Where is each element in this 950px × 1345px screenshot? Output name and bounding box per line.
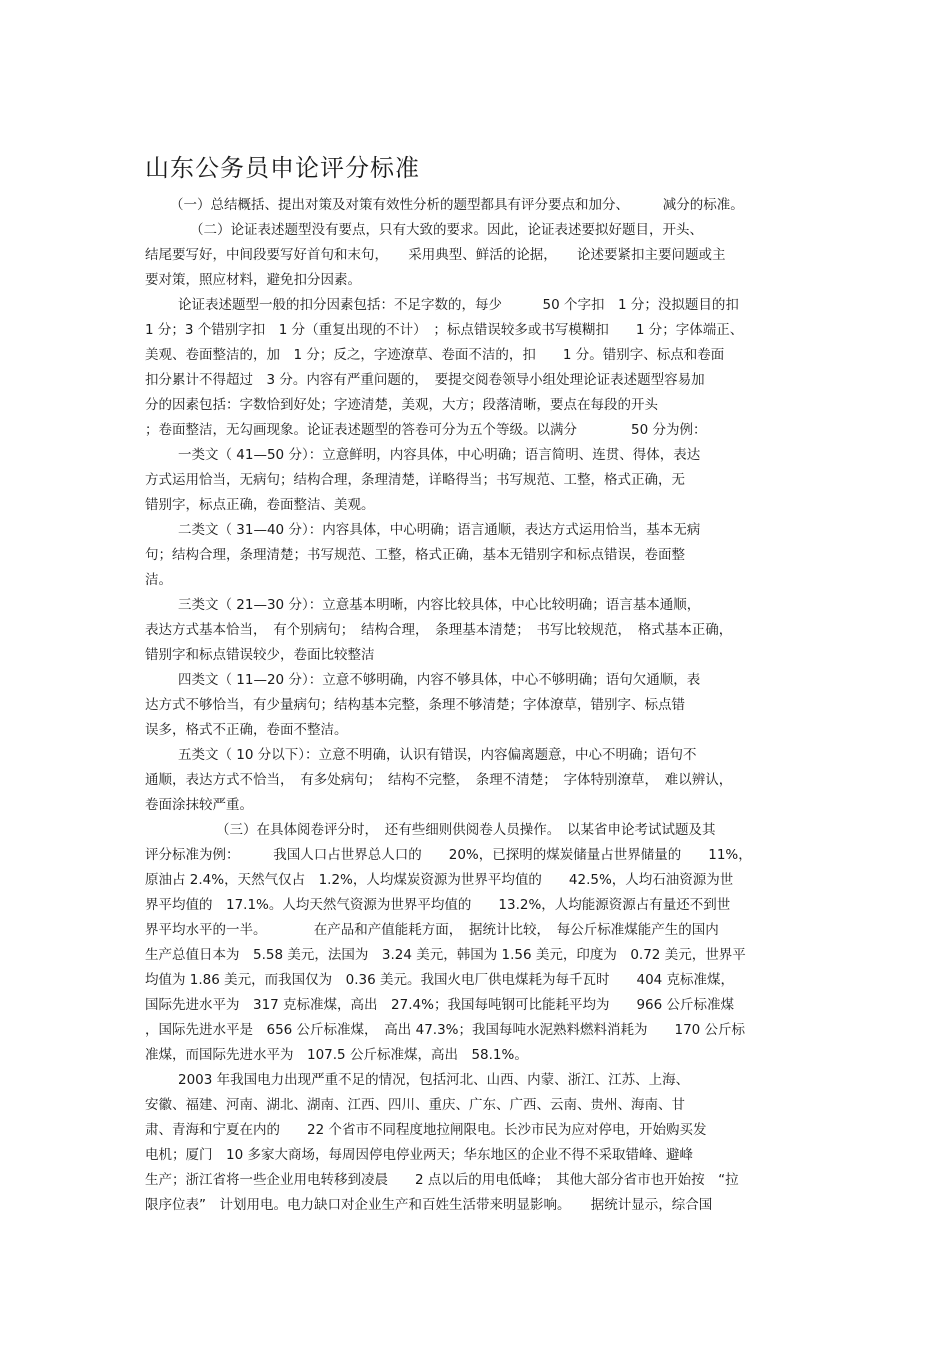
text-line: 要对策，照应材料，避免扣分因素。	[145, 272, 361, 288]
text-line: （二）论证表述题型没有要点，只有大致的要求。因此，论证表述要拟好题目，开头、	[190, 222, 703, 238]
text-line: 句；结构合理，条理清楚；书写规范、工整，格式正确，基本无错别字和标点错误，卷面整	[145, 547, 685, 563]
text-line: ；卷面整洁，无勾画现象。论证表述题型的答卷可分为五个等级。以满分 50 分为例：	[145, 422, 707, 438]
text-line: 方式运用恰当，无病句；结构合理，条理清楚，详略得当；书写规范、工整，格式正确，无	[145, 472, 685, 488]
text-line: 限序位表” 计划用电。电力缺口对企业生产和百姓生活带来明显影响。 据统计显示，综合国	[145, 1197, 713, 1213]
text-line: 电机；厦门 10 多家大商场，每周因停电停业两天；华东地区的企业不得不采取错峰、避峰	[145, 1147, 693, 1163]
text-line: 2003 年我国电力出现严重不足的情况，包括河北、山西、内蒙、浙江、江苏、上海、	[178, 1072, 690, 1088]
text-line: 分的因素包括：字数恰到好处；字迹清楚，美观，大方；段落清晰，要点在每段的开头	[145, 397, 658, 413]
text-line: 准煤，而国际先进水平为 107.5 公斤标准煤，高出 58.1%。	[145, 1047, 528, 1063]
text-line: 原油占 2.4%，天然气仅占 1.2%，人均煤炭资源为世界平均值的 42.5%，人均石油资源为世	[145, 872, 734, 888]
text-line: 结尾要写好，中间段要写好首句和末句， 采用典型、鲜活的论据， 论述要紧扣主要问题或主	[145, 247, 726, 263]
text-line: 国际先进水平为 317 克标准煤，高出 27.4%；我国每吨钢可比能耗平均为 966 公斤标准煤	[145, 997, 735, 1013]
text-line: 五类文（ 10 分以下）：立意不明确，认识有错误，内容偏离题意，中心不明确；语句不	[178, 747, 697, 763]
text-line: ，国际先进水平是 656 公斤标准煤， 高出 47.3%；我国每吨水泥熟料燃料消耗为 170 公斤标	[145, 1022, 746, 1038]
text-line: 界平均值的 17.1%。人均天然气资源为世界平均值的 13.2%，人均能源资源占有量还不到世	[145, 897, 731, 913]
text-line: 达方式不够恰当，有少量病句；结构基本完整，条理不够清楚；字体潦草，错别字、标点错	[145, 697, 685, 713]
text-line: 美观、卷面整洁的，加 1 分；反之，字迹潦草、卷面不洁的，扣 1 分。错别字、标点和卷面	[145, 347, 725, 363]
text-line: 评分标准为例： 我国人口占世界总人口的 20%，已探明的煤炭储量占世界储量的 11%，	[145, 847, 752, 863]
text-line: 均值为 1.86 美元，而我国仅为 0.36 美元。我国火电厂供电煤耗为每千瓦时 404 克标准煤，	[145, 972, 735, 988]
text-line: 洁。	[145, 572, 172, 588]
text-line: 错别字，标点正确，卷面整洁、美观。	[145, 497, 375, 513]
text-line: 扣分累计不得超过 3 分。内容有严重问题的， 要提交阅卷领导小组处理论证表述题型容易加	[145, 372, 705, 388]
text-line: 二类文（ 31—40 分）：内容具体，中心明确；语言通顺，表达方式运用恰当，基本无病	[178, 522, 701, 538]
text-line: 表达方式基本恰当， 有个别病句； 结构合理， 条理基本清楚； 书写比较规范， 格式基本正确，	[145, 622, 733, 638]
text-line: 论证表述题型一般的扣分因素包括：不足字数的，每少 50 个字扣 1 分；没拟题目的扣	[178, 297, 739, 313]
document-title: 山东公务员申论评分标准	[145, 154, 420, 182]
text-line: 界平均水平的一半。 在产品和产值能耗方面， 据统计比较， 每公斤标准煤能产生的国内	[145, 922, 719, 938]
text-line: （三）在具体阅卷评分时， 还有些细则供阅卷人员操作。 以某省申论考试试题及其	[216, 822, 716, 838]
text-line: 1 分；3 个错别字扣 1 分（重复出现的不计） ；标点错误较多或书写模糊扣 1 分；字体端正、	[145, 322, 744, 338]
text-line: 误多，格式不正确，卷面不整洁。	[145, 722, 348, 738]
text-line: 一类文（ 41—50 分）：立意鲜明，内容具体，中心明确；语言简明、连贯、得体，表达	[178, 447, 701, 463]
text-line: 肃、青海和宁夏在内的 22 个省市不同程度地拉闸限电。长沙市民为应对停电，开始购买发	[145, 1122, 707, 1138]
text-line: 三类文（ 21—30 分）：立意基本明晰，内容比较具体，中心比较明确；语言基本通顺，	[178, 597, 701, 613]
text-line: 通顺，表达方式不恰当， 有多处病句； 结构不完整， 条理不清楚； 字体特别潦草， 难以辨认，	[145, 772, 733, 788]
text-line: 四类文（ 11—20 分）：立意不够明确，内容不够具体，中心不够明确；语句欠通顺，表	[178, 672, 701, 688]
text-line: 错别字和标点错误较少，卷面比较整洁	[145, 647, 375, 663]
text-line: 生产总值日本为 5.58 美元，法国为 3.24 美元，韩国为 1.56 美元，印度为 0.72 美元，世界平	[145, 947, 746, 963]
text-line: 生产；浙江省将一些企业用电转移到凌晨 2 点以后的用电低峰； 其他大部分省市也开始按 “拉	[145, 1172, 739, 1188]
text-line: 卷面涂抹较严重。	[145, 797, 253, 813]
text-line: 安徽、福建、河南、湖北、湖南、江西、四川、重庆、广东、广西、云南、贵州、海南、甘	[145, 1097, 685, 1113]
text-line: （一）总结概括、提出对策及对策有效性分析的题型都具有评分要点和加分、 减分的标准。	[170, 197, 744, 213]
